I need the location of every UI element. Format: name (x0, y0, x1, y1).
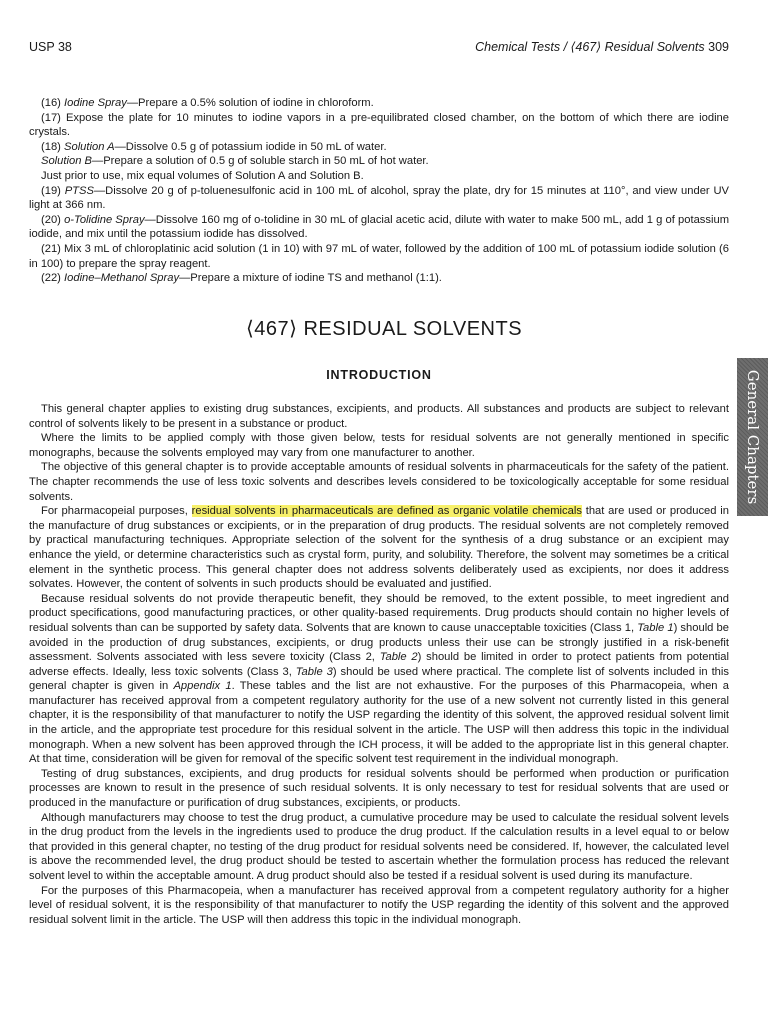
chapter-title: ⟨467⟩ RESIDUAL SOLVENTS (245, 318, 523, 340)
chapter-running-title (475, 38, 729, 56)
introduction-body (29, 402, 729, 927)
paragraph: The objective of this general chapter is to provide acceptable amounts of residual solvents in pharmaceuticals for the safety of the patient. The chapter recommends the use of less toxic solvents and describes levels considered to be toxicologically acceptable for some residual solvents. (29, 461, 729, 503)
general-chapters-tab[interactable] (737, 358, 768, 516)
reagent-item: (19) PTSS—Dissolve 20 g of p-toluenesulfonic acid in 100 mL of alcohol, spray the plate, dry for 15 minutes at 110°, and view under UV light at 366 nm. (29, 184, 729, 212)
paragraph: For the purposes of this Pharmacopeia, when a manufacturer has received approval from a competent regulatory authority for a higher level of residual solvent, it is the responsibility of that manufacturer to notify the USP regarding the identity of this solvent and the approved residual solvent limit in the article. The USP will then address this topic in the individual monograph. (29, 884, 729, 926)
running-title-text: Chemical Tests / ⟨467⟩ Residual Solvents (475, 40, 705, 54)
paragraph: Although manufacturers may choose to test the drug product, a cumulative procedure may be used to calculate the residual solvent levels in the drug product from the levels in the ingredients used to produce the drug product. If the calculation results in a level equal to or below that provided in this general chapter, no testing of the drug product for residual solvents need be considered. If, however, the calculated level is above the recommended level, the drug product should be tested to ascertain whether the formulation process has reduced the relevant solvent level to within the acceptable amount. A drug product should also be tested if a residual solvent is used during its manufacture. (29, 811, 729, 882)
paragraph: Testing of drug substances, excipients, and drug products for residual solvents should be performed when production or purification processes are known to result in the presence of such residual solvents. It is only necessary to test for residual solvents that are used or produced in the manufacture or purification of drug substances, excipients, or products. (29, 767, 729, 810)
reagent-item: Solution B—Prepare a solution of 0.5 g of soluble starch in 50 mL of hot water. (41, 155, 429, 168)
running-header (29, 38, 729, 56)
reagent-list (29, 96, 729, 286)
publication-label: USP 38 (29, 40, 72, 54)
reagent-item: Just prior to use, mix equal volumes of Solution A and Solution B. (41, 169, 364, 182)
highlighted-definition: residual solvents in pharmaceuticals are defined as organic volatile chemicals (191, 505, 582, 518)
paragraph: Where the limits to be applied comply with those given below, tests for residual solvents are not generally mentioned in specific monographs, because the solvents employed may vary from one manufacturer to another. (29, 432, 729, 459)
reagent-item: (20) o-Tolidine Spray—Dissolve 160 mg of o-tolidine in 30 mL of glacial acetic acid, dilute with water to make 500 mL, add 1 g of potassium iodide, and mix until the potassium iodide has dissolved. (29, 213, 730, 241)
side-tab-label: General Chapters (743, 369, 762, 505)
paragraph: For pharmacopeial purposes, residual solvents in pharmaceuticals are defined as organic volatile chemicals that are used or produced in the manufacture of drug substances or excipients, or in the preparation of drug products. The residual solvents are not completely removed by practical manufacturing techniques. Appropriate selection of the solvent for the synthesis of a drug substance or an excipient may enhance the yield, or determine characteristics such as crystal form, purity, and solubility. Therefore, the solvent may sometimes be a critical element in the synthetic process. This general chapter does not address solvents deliberately used as excipients, nor does it address solvates. However, the content of solvents in such products should be evaluated and justified. (29, 505, 729, 591)
reagent-item: (22) Iodine–Methanol Spray—Prepare a mixture of iodine TS and methanol (1:1). (41, 272, 442, 285)
reagent-item: (21) Mix 3 mL of chloroplatinic acid solution (1 in 10) with 97 mL of water, followed by the addition of 100 mL of potassium iodide solution (6 in 100) to prepare the spray reagent. (29, 242, 729, 270)
reagent-item: (18) Solution A—Dissolve 0.5 g of potassium iodide in 50 mL of water. (41, 140, 387, 153)
page-number: 309 (708, 40, 729, 54)
section-heading: INTRODUCTION (326, 368, 432, 382)
paragraph: This general chapter applies to existing drug substances, excipients, and products. All substances and products are subject to relevant control of solvents likely to be present in a substance or product. (29, 403, 729, 430)
paragraph: Because residual solvents do not provide therapeutic benefit, they should be removed, to the extent possible, to meet ingredient and product specifications, good manufacturing practices, or other quality-based requirements. Drug products should contain no higher levels of residual solvents than can be supported by safety data. Solvents that are known to cause unacceptable toxicities (Class 1, Table 1) should be avoided in the production of drug substances, excipients, or drug products unless their use can be strongly justified in a risk-benefit assessment. Solvents associated with less severe toxicity (Class 2, Table 2) should be limited in order to protect patients from potential adverse effects. Ideally, less toxic solvents (Class 3, Table 3) should be used where practical. The complete list of solvents included in this general chapter is given in Appendix 1. These tables and the list are not exhaustive. For the purposes of this Pharmacopeia, when a manufacturer has received approval from a competent regulatory authority for the use of a new solvent not currently listed in this general chapter, it is the responsibility of that manufacturer to notify the USP regarding the identity of this solvent, the approved residual solvent limit in the article, and the appropriate test procedure for this residual solvent in the article. The USP will then address this topic in the individual monograph. When a new solvent has been approved through the ICH process, it will be added to the appropriate list in this general chapter. At that time, consideration will be given for removal of the specific solvent test requirement in the individual monograph. (29, 592, 729, 766)
reagent-item: (16) Iodine Spray—Prepare a 0.5% solution of iodine in chloroform. (41, 97, 374, 109)
reagent-item: (17) Expose the plate for 10 minutes to iodine vapors in a pre-equilibrated closed chamber, on the bottom of which there are iodine crystals. (29, 111, 729, 139)
